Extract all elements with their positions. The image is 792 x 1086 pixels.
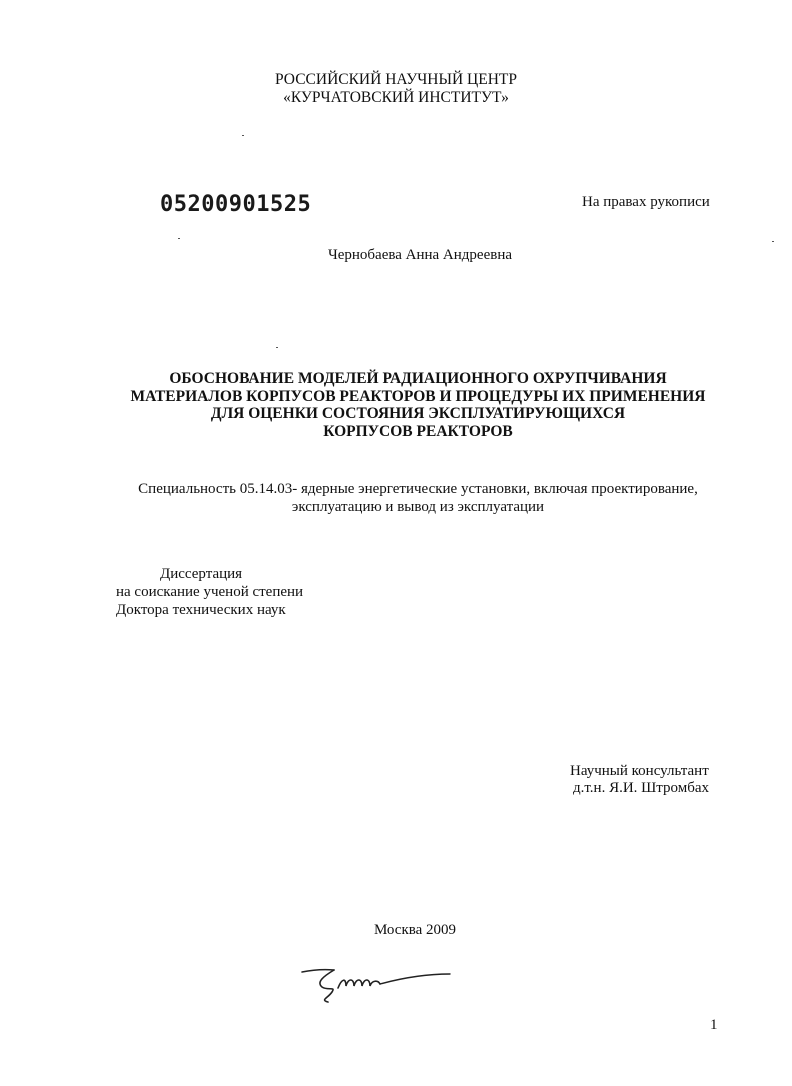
scan-speck [242, 135, 244, 136]
thesis-title [0, 370, 792, 440]
scan-speck [276, 347, 278, 348]
title-line: КОРПУСОВ РЕАКТОРОВ [323, 422, 513, 440]
manuscript-rights-note: На правах рукописи [582, 194, 710, 210]
organization-name: РОССИЙСКИЙ НАУЧНЫЙ ЦЕНТР [275, 71, 517, 88]
scan-speck [178, 238, 180, 239]
degree-purpose: на соискание ученой степени [116, 584, 304, 600]
specialty-line: эксплуатацию и вывод из эксплуатации [291, 499, 545, 515]
consultant-name: д.т.н. Я.И. Штромбах [573, 780, 710, 796]
degree-name: Доктора технических наук [116, 602, 286, 618]
page-number: 1 [710, 1017, 718, 1033]
author-name: Чернобаева Анна Андреевна [327, 247, 513, 263]
consultant-role: Научный консультант [570, 763, 709, 779]
specialty-description [0, 480, 792, 516]
title-line: МАТЕРИАЛОВ КОРПУСОВ РЕАКТОРОВ И ПРОЦЕДУРЫ ИХ ПРИМЕНЕНИЯ [130, 387, 706, 405]
title-line: ДЛЯ ОЦЕНКИ СОСТОЯНИЯ ЭКСПЛУАТИРУЮЩИХСЯ [210, 405, 626, 422]
city-year: Москва 2009 [373, 922, 457, 938]
dissertation-label: Диссертация [160, 566, 243, 582]
institute-name: «КУРЧАТОВСКИЙ ИНСТИТУТ» [283, 89, 509, 106]
registration-number-stamp: 05200901525 [160, 192, 312, 217]
organization-header [0, 71, 792, 107]
handwritten-signature [298, 960, 454, 1006]
specialty-line: Специальность 05.14.03- ядерные энергетические установки, включая проектирование, [138, 481, 698, 497]
scan-speck [772, 241, 774, 242]
title-line: ОБОСНОВАНИЕ МОДЕЛЕЙ РАДИАЦИОННОГО ОХРУПЧИВАНИЯ [169, 370, 667, 387]
